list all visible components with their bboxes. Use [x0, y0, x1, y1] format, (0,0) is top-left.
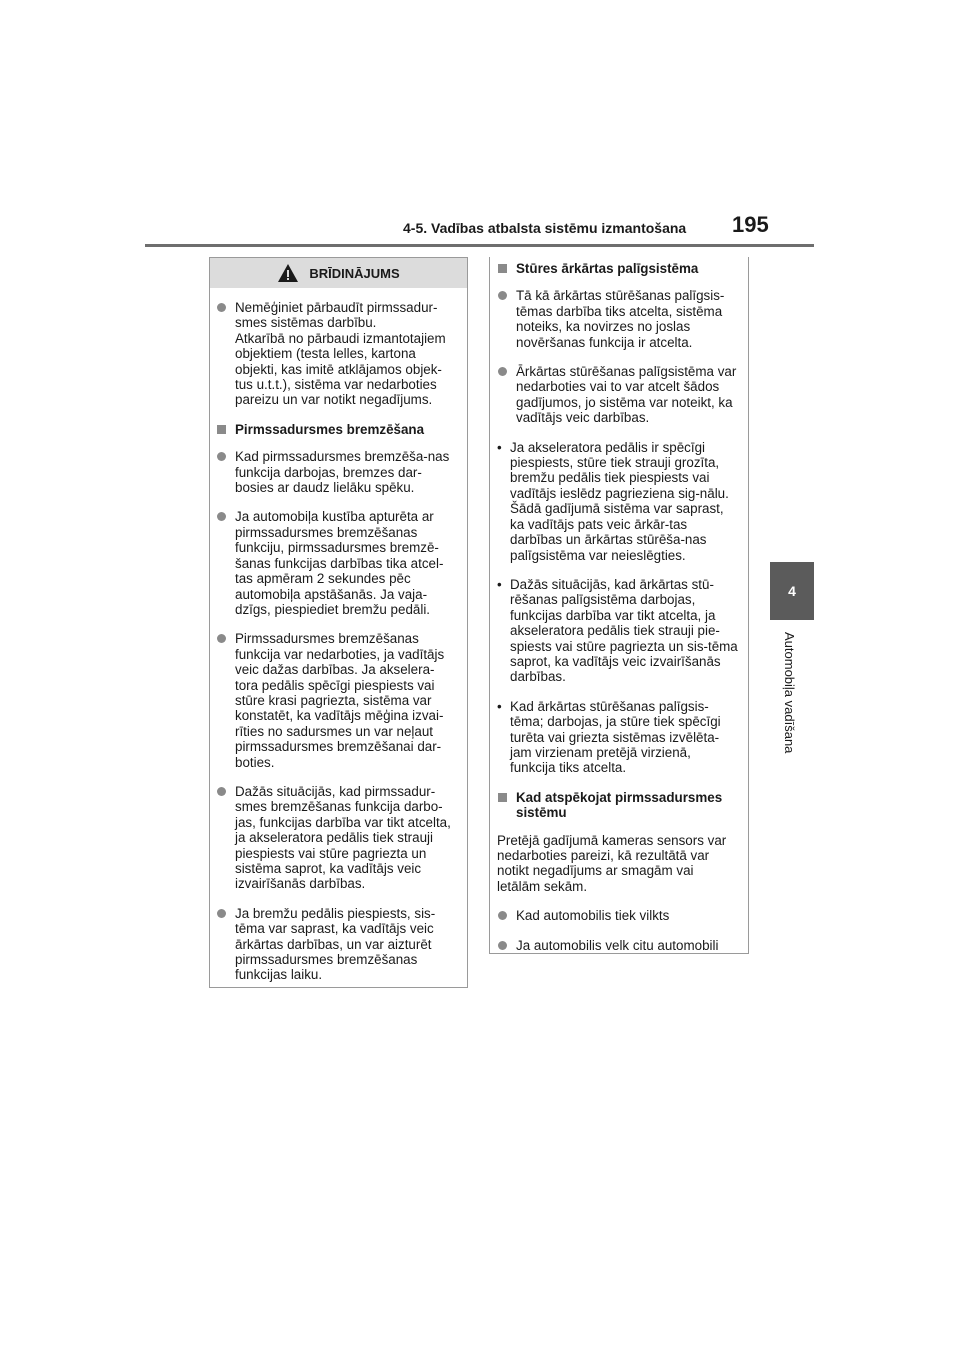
list-item: Ja automobiļa kustība apturēta ar pirmssadursmes bremzēšanas funkciju, pirmssadursmes bremzē-šanas funkcijas darbības tika atcel-tas apmēram 2 sekundes pēc automobiļa apstāšanās. Ja vaja-dzīgs, piespiediet bremžu pedāli.: [216, 509, 457, 617]
section-heading: Stūres ārkārtas palīgsistēma: [497, 261, 738, 276]
list-item: Kad automobilis tiek vilkts: [497, 908, 738, 923]
chapter-label: Automobiļa vadīšana: [782, 632, 797, 754]
list-item: Ja automobilis velk citu automobili: [497, 938, 738, 953]
section-heading: Pirmssadursmes bremzēšana: [216, 422, 457, 437]
warning-header: [210, 258, 467, 288]
page-header-title: 4-5. Vadības atbalsta sistēmu izmantošana: [403, 220, 687, 236]
list-item: • Kad ārkārtas stūrēšanas palīgsis-tēma; darbojas, ja stūre tiek spēcīgi turēta vai griezta sistēmas izvēlēta-jam virzienam pretējā virzienā, funkcija tiks atcelta.: [497, 699, 738, 776]
right-column: [489, 257, 749, 954]
warning-intro-text: Atkarībā no pārbaudi izmantotajiem objektiem (testa lelles, kartona objekti, kas imitē atklājamos objek-tus u.t.t.), sistēma var nedarboties pareizu un var notikt negadījums.: [235, 330, 446, 408]
warning-intro: [216, 300, 457, 408]
warning-triangle-icon: [277, 263, 299, 283]
list-item: Ja bremžu pedālis piespiests, sis-tēma var saprast, ka vadītājs veic ārkārtas darbības, un var aizturēt pirmssadursmes bremzēšanas funkcijas laiku.: [216, 906, 457, 983]
chapter-tab: 4: [770, 562, 814, 620]
list-item: Ārkārtas stūrēšanas palīgsistēma var nedarboties vai to var atcelt šādos gadījumos, jo sistēma var noteikt, ka vadītājs veic darbības.: [497, 364, 738, 426]
paragraph: Pretējā gadījumā kameras sensors var nedarboties pareizi, kā rezultātā var notikt negadījums ar smagām vai letālām sekām.: [497, 832, 727, 894]
warning-intro-bullet: Nemēģiniet pārbaudīt pirmssadur-smes sistēmas darbību.: [235, 300, 438, 331]
list-item: Dažās situācijās, kad pirmssadur-smes bremzēšanas funkcija darbo-jas, funkcijas darbība var tikt atcelta, ja akseleratora pedālis tiek strauji piespiests vai stūre pagriezta un sistēma saprot, ka vadītājs veic izvairīšanās darbības.: [216, 784, 457, 892]
warning-body: [210, 288, 467, 983]
list-item: Pirmssadursmes bremzēšanas funkcija var nedarboties, ja vadītājs veic dažas darbības. Ja akselera-tora pedālis spēcīgi piespiests vai stūre krasi pagriezta, sistēma var konstatēt, ka vadītājs mēģina izvai-rīties no sadursmes un var neļaut pirmssadursmes bremzēšanai dar-boties.: [216, 631, 457, 770]
warning-box: [209, 257, 468, 988]
list-item: • Dažās situācijās, kad ārkārtas stū-rēšanas palīgsistēma darbojas, funkcijas darbība var tikt atcelta, ja akseleratora pedālis tiek strauji pie-spiests vai stūre pagriezta un sis-tēma saprot, ka vadītājs veic izvairīšanās darbības.: [497, 577, 738, 685]
list-item: Kad pirmssadursmes bremzēša-nas funkcija darbojas, bremzes dar-bosies ar daudz lielāku spēku.: [216, 449, 457, 495]
page-number: 195: [732, 212, 769, 237]
list-item: • Ja akseleratora pedālis ir spēcīgi piespiests, stūre tiek strauji grozīta, bremžu pedālis tiek piespiests vai vadītājs ieslēdz pagrieziena sig-nālu. Šādā gadījumā sistēma var saprast, ka vadītājs pats veic ārkār-tas darbības un ārkārtas stūrēša-nas palīgsistēma var neieslēgties.: [497, 440, 738, 563]
section-heading: Kad atspēkojat pirmssadursmes sistēmu: [497, 790, 738, 821]
header-rule: [145, 244, 814, 247]
list-item: Tā kā ārkārtas stūrēšanas palīgsis-tēmas darbība tiks atcelta, sistēma noteiks, ka novirzes no joslas novēršanas funkcija ir atcelta.: [497, 288, 738, 350]
warning-title: BRĪDINĀJUMS: [309, 265, 400, 281]
